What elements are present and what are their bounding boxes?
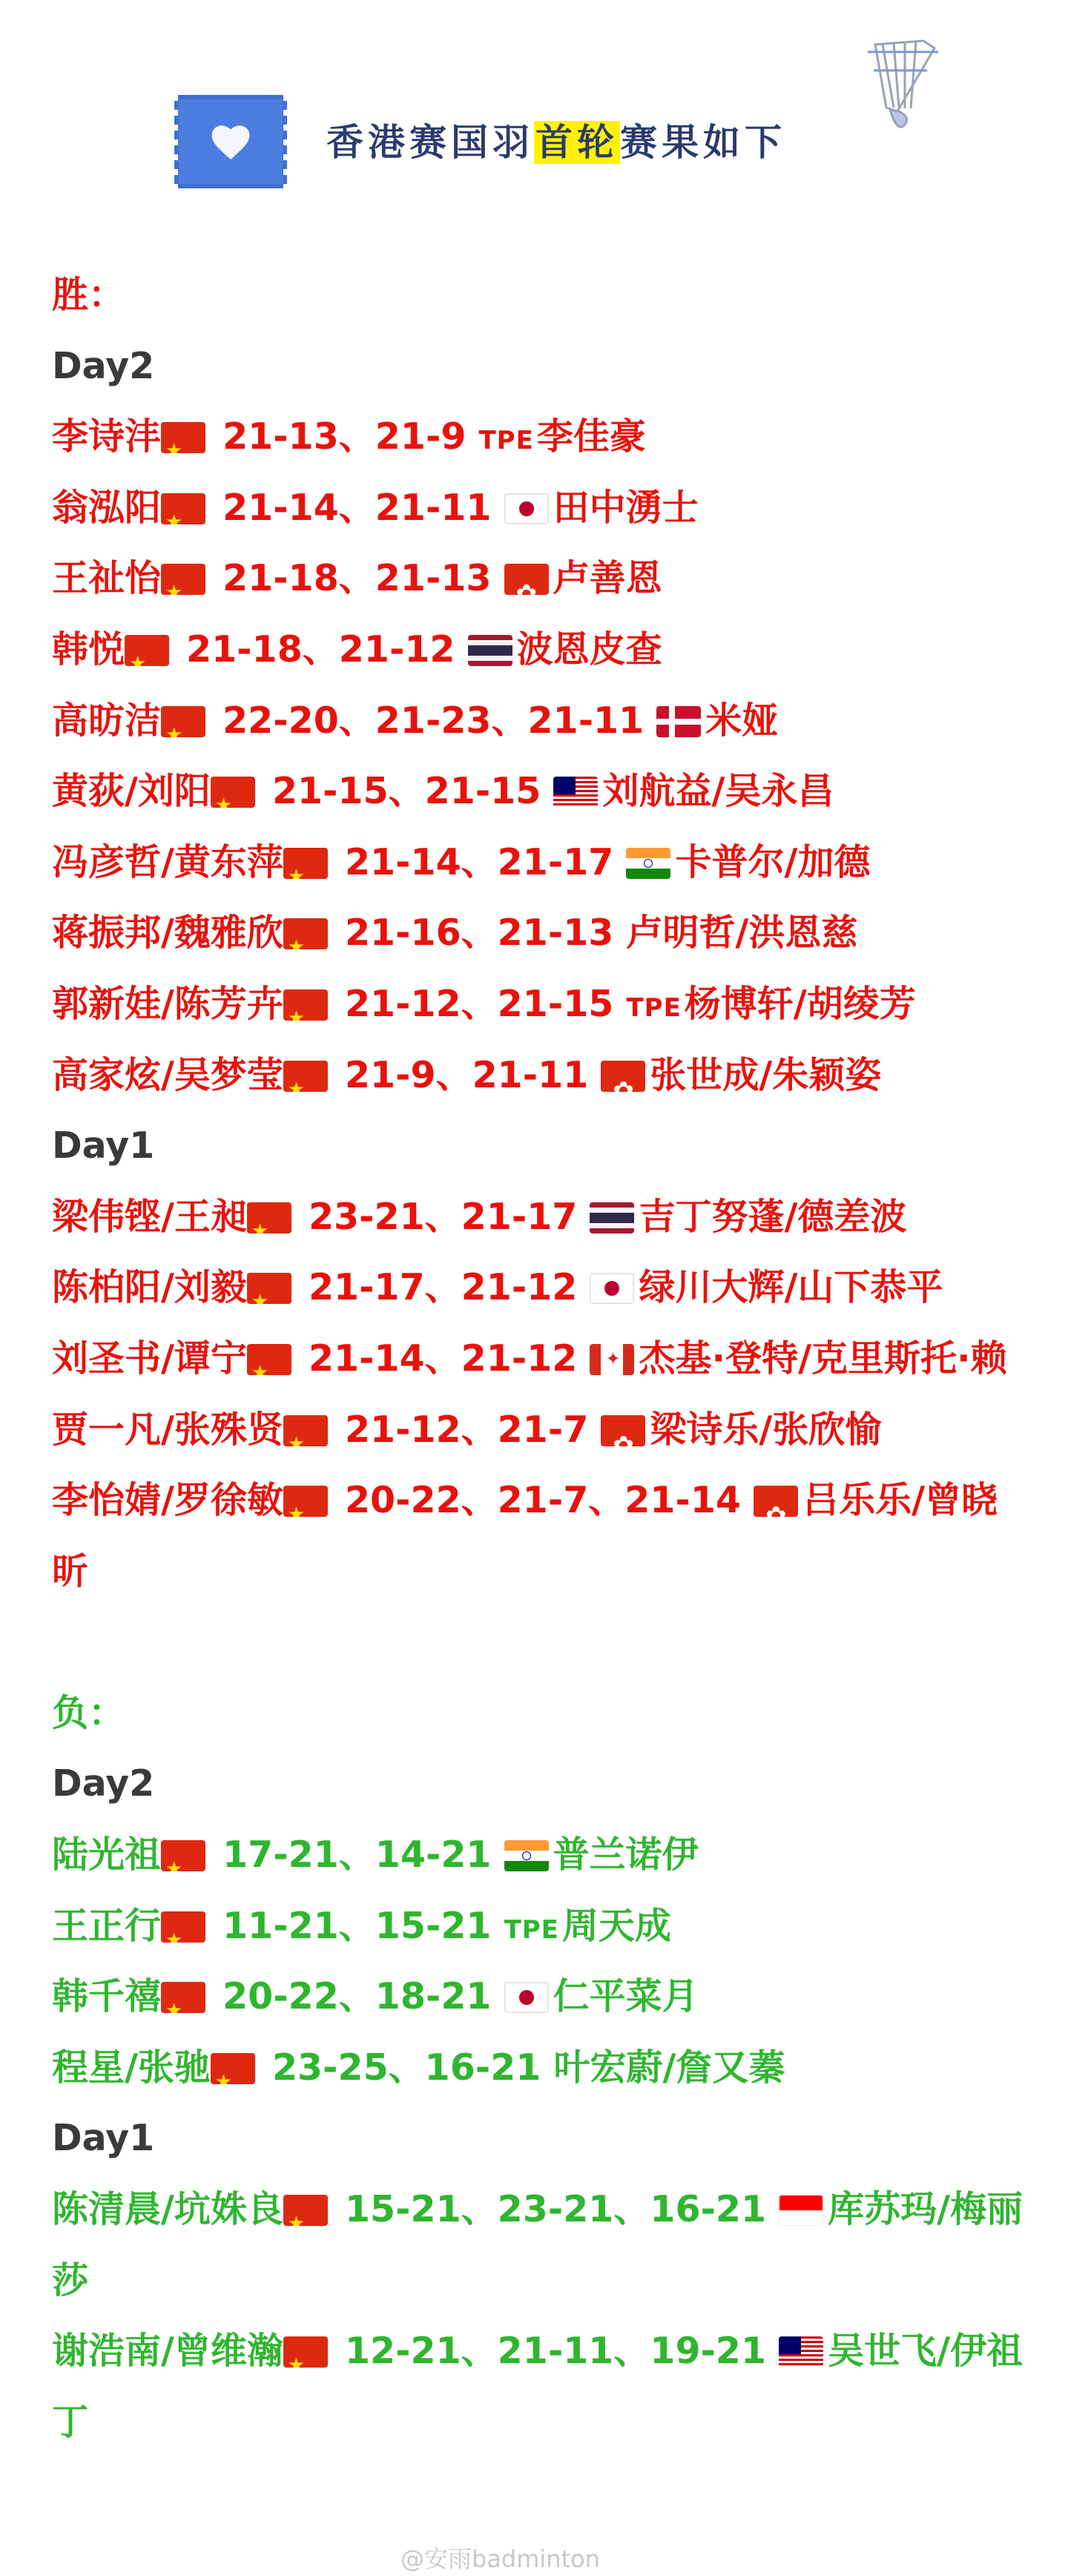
hong-kong-flag-icon [601, 1061, 645, 1092]
hong-kong-flag-icon [754, 1486, 798, 1517]
list-item: 刘圣书/谭宁★ 21-14、21-12 ✦杰基·登特/克里斯托·赖 [52, 1323, 1031, 1394]
list-item: 黄荻/刘阳★ 21-15、21-15 刘航益/吴永昌 [52, 756, 1031, 827]
china-flag-icon [283, 1486, 328, 1517]
heart-icon [209, 122, 252, 162]
china-flag-icon [161, 1840, 205, 1871]
china-flag-icon [247, 1202, 291, 1233]
china-flag-icon [211, 2053, 255, 2084]
hong-kong-flag-icon [601, 1415, 645, 1446]
lose-day1-label: Day1 [52, 2117, 155, 2160]
china-flag-icon [161, 706, 205, 737]
results-list [52, 260, 1031, 2457]
malaysia-flag-icon [553, 777, 598, 808]
header [0, 0, 1068, 215]
indonesia-flag-icon [779, 2195, 823, 2226]
list-item: 谢浩南/曾维瀚★ 12-21、21-11、19-21 吴世飞/伊祖丁 [52, 2316, 1031, 2457]
list-item: 陈清晨/坑姝良★ 15-21、23-21、16-21 库苏玛/梅丽莎 [52, 2174, 1031, 2316]
title-highlight: 首轮 [535, 121, 619, 164]
list-item: 韩千禧★ 20-22、18-21 仁平菜月 [52, 1961, 1031, 2032]
thailand-flag-icon [468, 635, 512, 666]
list-item: 翁泓阳★ 21-14、21-11 田中湧士 [52, 472, 1031, 544]
china-flag-icon [283, 918, 328, 949]
china-flag-icon [125, 635, 169, 666]
list-item: 蒋振邦/魏雅欣★ 21-16、21-13 卢明哲/洪恩慈 [52, 897, 1031, 969]
china-flag-icon [211, 777, 255, 808]
china-flag-icon [283, 1061, 328, 1092]
denmark-flag-icon [656, 706, 701, 737]
list-item: 李诗沣★ 21-13、21-9 TPE李佳豪 [52, 401, 1031, 472]
japan-flag-icon [504, 493, 549, 524]
china-flag-icon [283, 848, 328, 879]
china-flag-icon [283, 2336, 328, 2368]
list-item: 梁伟铿/王昶★ 23-21、21-17 吉丁努蓬/德差波 [52, 1182, 1031, 1253]
china-flag-icon [283, 1415, 328, 1446]
list-item: 贾一凡/张殊贤★ 21-12、21-7 ✿梁诗乐/张欣愉 [52, 1394, 1031, 1466]
india-flag-icon [504, 1840, 549, 1871]
canada-flag-icon [590, 1344, 634, 1375]
win-section-label: 胜： [52, 274, 125, 316]
china-flag-icon [161, 564, 205, 595]
china-flag-icon [161, 493, 205, 524]
hong-kong-flag-icon [504, 564, 549, 595]
tpe-label: TPE [478, 426, 534, 456]
china-flag-icon [283, 989, 328, 1021]
win-day2-label: Day2 [52, 344, 155, 387]
list-item: 冯彦哲/黄东萍★ 21-14、21-17 卡普尔/加德 [52, 827, 1031, 898]
shuttlecock-icon [853, 30, 957, 148]
malaysia-flag-icon [779, 2336, 823, 2368]
thailand-flag-icon [590, 1202, 634, 1233]
lose-section-label: 负： [52, 1691, 125, 1734]
page-title: 香港赛国羽首轮赛果如下 [326, 121, 786, 164]
list-item: 程星/张驰★ 23-25、16-21 叶宏蔚/詹又蓁 [52, 2032, 1031, 2104]
china-flag-icon [247, 1344, 291, 1375]
lose-day2-label: Day2 [52, 1762, 155, 1805]
list-item: 王祉怡★ 21-18、21-13 ✿卢善恩 [52, 543, 1031, 614]
japan-flag-icon [504, 1982, 549, 2013]
win-day1-label: Day1 [52, 1124, 155, 1167]
list-item: 高家炫/吴梦莹★ 21-9、21-11 ✿张世成/朱颖姿 [52, 1040, 1031, 1111]
china-flag-icon [247, 1273, 291, 1304]
list-item: 高昉洁★ 22-20、21-23、21-11 米娅 [52, 685, 1031, 757]
china-flag-icon [161, 1911, 205, 1943]
china-flag-icon [283, 2195, 328, 2226]
list-item: 王正行★ 11-21、15-21 TPE周天成 [52, 1891, 1031, 1962]
tpe-label: TPE [504, 1914, 559, 1945]
spacer [52, 1607, 1031, 1678]
china-flag-icon [161, 1982, 205, 2013]
list-item: 陈柏阳/刘毅★ 21-17、21-12 绿川大辉/山下恭平 [52, 1252, 1031, 1323]
watermark: @安雨badminton [400, 2545, 600, 2573]
tpe-label: TPE [626, 992, 682, 1023]
list-item: 陆光祖★ 17-21、14-21 普兰诺伊 [52, 1819, 1031, 1891]
japan-flag-icon [590, 1273, 634, 1304]
heart-stamp [174, 95, 287, 188]
china-flag-icon [161, 422, 205, 453]
india-flag-icon [626, 848, 670, 879]
list-item: 李怡婧/罗徐敏★ 20-22、21-7、21-14 ✿吕乐乐/曾晓昕 [52, 1465, 1031, 1607]
list-item: 郭新娃/陈芳卉★ 21-12、21-15 TPE杨博轩/胡绫芳 [52, 969, 1031, 1040]
list-item: 韩悦★ 21-18、21-12 波恩皮查 [52, 614, 1031, 685]
